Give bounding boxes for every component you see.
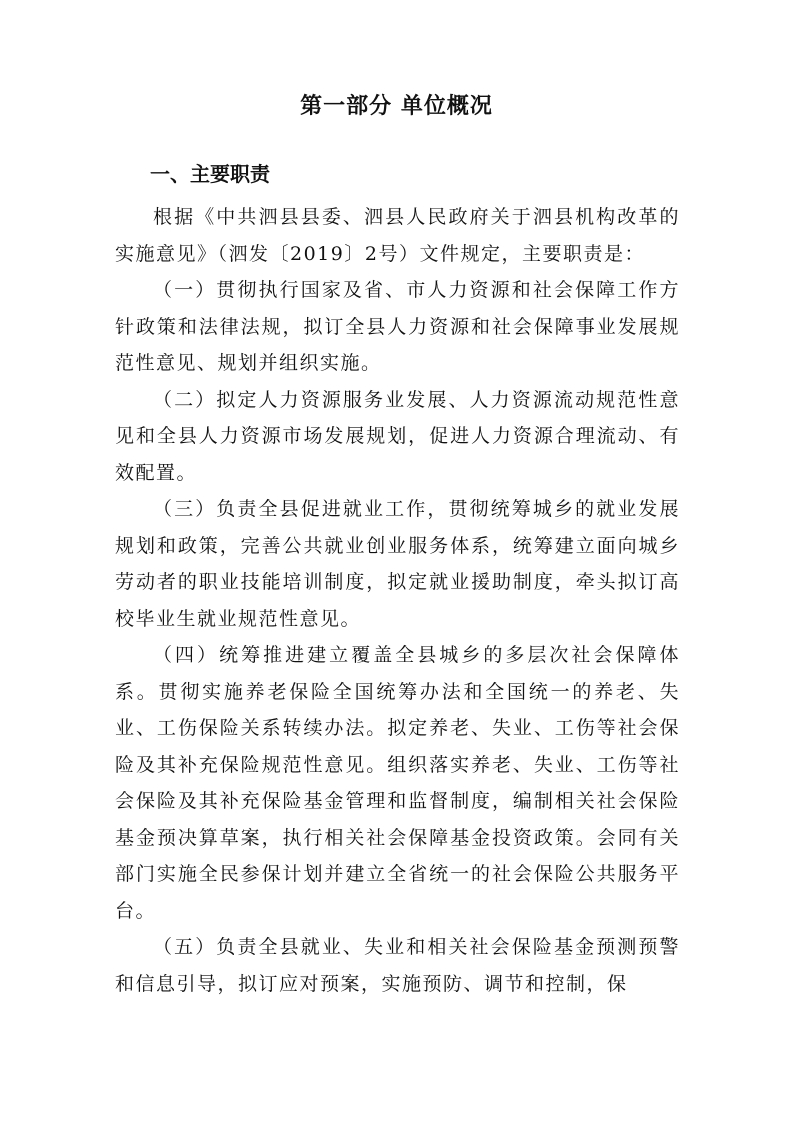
page-title: 第一部分 单位概况: [300, 94, 493, 119]
paragraph-duty-2: （二）拟定人力资源服务业发展、人力资源流动规范性意见和全县人力资源市场发展规划，促进人力资源合理流动、有效配置。: [115, 388, 680, 484]
paragraph-duty-4: （四）统筹推进建立覆盖全县城乡的多层次社会保障体系。贯彻实施养老保险全国统筹办法和全国统一的养老、失业、工伤保险关系转续办法。拟定养老、失业、工伤等社会保险及其补充保险规范性意见。组织落实养老、失业、工伤等社会保险及其补充保险基金管理和监督制度，编制相关社会保险基金预决算草案，执行相关社会保障基金投资政策。会同有关部门实施全民参保计划并建立全省统一的社会保险公共服务平台。: [115, 644, 680, 922]
paragraph-duty-5: （五）负责全县就业、失业和相关社会保险基金预测预警和信息引导，拟订应对预案，实施预防、调节和控制，保: [115, 936, 680, 995]
section-heading: 一、主要职责: [150, 162, 270, 186]
document-body: [115, 199, 680, 1002]
paragraph-duty-3: （三）负责全县促进就业工作，贯彻统筹城乡的就业发展规划和政策，完善公共就业创业服务体系，统筹建立面向城乡劳动者的职业技能培训制度，拟定就业援助制度，牵头拟订高校毕业生就业规范性意见。: [115, 498, 680, 630]
paragraph-duty-1: （一）贯彻执行国家及省、市人力资源和社会保障工作方针政策和法律法规，拟订全县人力资源和社会保障事业发展规范性意见、规划并组织实施。: [115, 279, 680, 374]
paragraph-intro: 根据《中共泗县县委、泗县人民政府关于泗县机构改革的实施意见》（泗发〔2019〕2号）文件规定，主要职责是：: [115, 206, 680, 265]
